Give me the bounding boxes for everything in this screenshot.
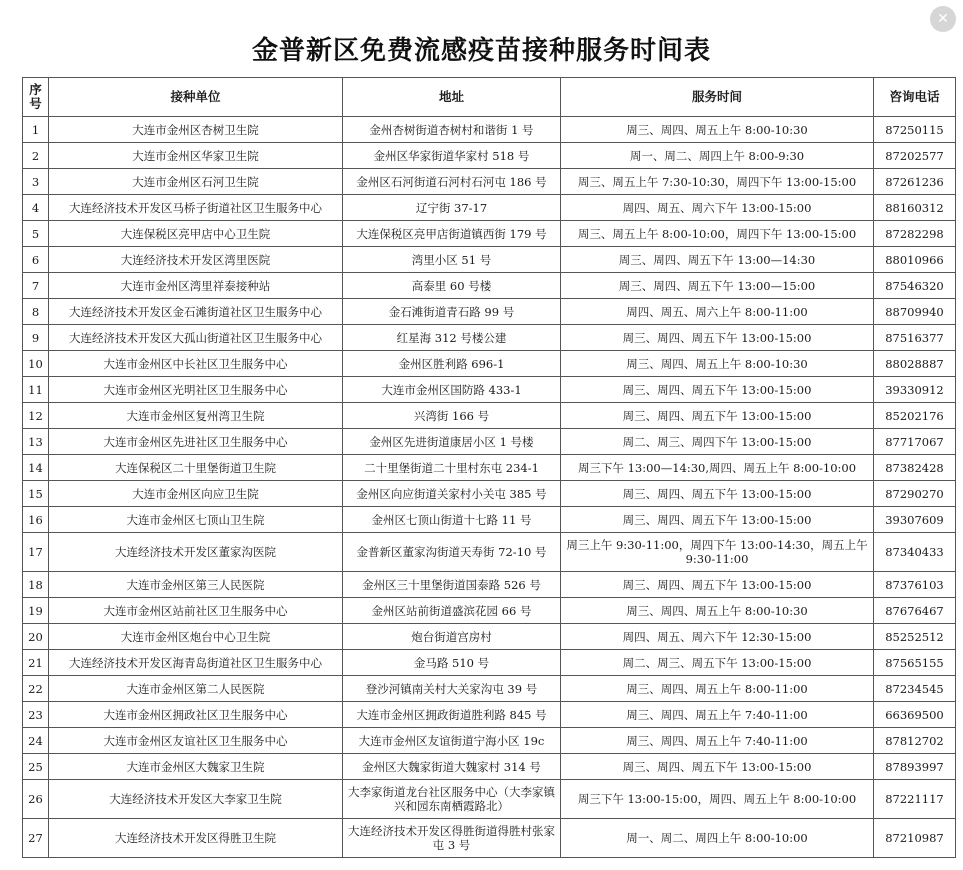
cell-address: 大连市金州区国防路 433-1 xyxy=(343,377,561,403)
table-row xyxy=(23,676,956,702)
table-row xyxy=(23,377,956,403)
cell-phone: 87382428 xyxy=(874,455,956,481)
cell-time: 周二、周三、周四下午 13:00-15:00 xyxy=(561,429,874,455)
table-row xyxy=(23,221,956,247)
cell-time: 周三上午 9:30-11:00，周四下午 13:00-14:30，周五上午 9:30-11:00 xyxy=(561,533,874,572)
cell-time: 周三、周四、周五下午 13:00-15:00 xyxy=(561,754,874,780)
table-row xyxy=(23,481,956,507)
table-row xyxy=(23,117,956,143)
cell-num: 20 xyxy=(23,624,49,650)
cell-num: 25 xyxy=(23,754,49,780)
cell-address: 二十里堡街道二十里村东屯 234-1 xyxy=(343,455,561,481)
cell-phone: 87290270 xyxy=(874,481,956,507)
table-row xyxy=(23,455,956,481)
table-body xyxy=(23,117,956,858)
cell-time: 周三、周五上午 7:30-10:30，周四下午 13:00-15:00 xyxy=(561,169,874,195)
cell-unit: 大连市金州区华家卫生院 xyxy=(49,143,343,169)
table-row xyxy=(23,351,956,377)
table-row xyxy=(23,299,956,325)
cell-num: 17 xyxy=(23,533,49,572)
cell-phone: 87221117 xyxy=(874,780,956,819)
cell-unit: 大连经济技术开发区金石滩街道社区卫生服务中心 xyxy=(49,299,343,325)
table-row xyxy=(23,624,956,650)
cell-unit: 大连市金州区湾里祥泰接种站 xyxy=(49,273,343,299)
table-row xyxy=(23,325,956,351)
cell-address: 金州杏树街道杏树村和谐街 1 号 xyxy=(343,117,561,143)
cell-unit: 大连经济技术开发区湾里医院 xyxy=(49,247,343,273)
cell-time: 周三、周五上午 8:00-10:00，周四下午 13:00-15:00 xyxy=(561,221,874,247)
cell-unit: 大连市金州区站前社区卫生服务中心 xyxy=(49,598,343,624)
cell-unit: 大连市金州区先进社区卫生服务中心 xyxy=(49,429,343,455)
cell-num: 11 xyxy=(23,377,49,403)
cell-time: 周三、周四、周五上午 8:00-10:30 xyxy=(561,351,874,377)
cell-address: 金州区三十里堡街道国泰路 526 号 xyxy=(343,572,561,598)
cell-time: 周三、周四、周五下午 13:00-15:00 xyxy=(561,377,874,403)
cell-unit: 大连市金州区第三人民医院 xyxy=(49,572,343,598)
cell-address: 炮台街道宫房村 xyxy=(343,624,561,650)
cell-unit: 大连市金州区炮台中心卫生院 xyxy=(49,624,343,650)
cell-num: 24 xyxy=(23,728,49,754)
cell-phone: 88709940 xyxy=(874,299,956,325)
cell-phone: 88160312 xyxy=(874,195,956,221)
cell-num: 5 xyxy=(23,221,49,247)
cell-phone: 85252512 xyxy=(874,624,956,650)
table-row xyxy=(23,429,956,455)
schedule-table xyxy=(22,77,956,858)
cell-time: 周一、周二、周四上午 8:00-9:30 xyxy=(561,143,874,169)
cell-address: 高泰里 60 号楼 xyxy=(343,273,561,299)
cell-phone: 87340433 xyxy=(874,533,956,572)
cell-address: 金州区石河街道石河村石河屯 186 号 xyxy=(343,169,561,195)
cell-unit: 大连保税区亮甲店中心卫生院 xyxy=(49,221,343,247)
cell-time: 周三、周四、周五下午 13:00-15:00 xyxy=(561,325,874,351)
cell-address: 大连市金州区友谊街道宁海小区 19c xyxy=(343,728,561,754)
cell-address: 金州区先进街道康居小区 1 号楼 xyxy=(343,429,561,455)
cell-phone: 87546320 xyxy=(874,273,956,299)
table-row xyxy=(23,247,956,273)
cell-num: 10 xyxy=(23,351,49,377)
page-title: 金普新区免费流感疫苗接种服务时间表 xyxy=(251,36,711,66)
cell-num: 22 xyxy=(23,676,49,702)
table-row xyxy=(23,195,956,221)
cell-phone: 87676467 xyxy=(874,598,956,624)
cell-num: 2 xyxy=(23,143,49,169)
cell-phone: 87565155 xyxy=(874,650,956,676)
cell-unit: 大连经济技术开发区董家沟医院 xyxy=(49,533,343,572)
cell-num: 18 xyxy=(23,572,49,598)
cell-address: 红星海 312 号楼公建 xyxy=(343,325,561,351)
header-address: 地址 xyxy=(343,78,561,117)
cell-unit: 大连经济技术开发区海青岛街道社区卫生服务中心 xyxy=(49,650,343,676)
cell-unit: 大连市金州区第二人民医院 xyxy=(49,676,343,702)
table-row xyxy=(23,533,956,572)
cell-phone: 87250115 xyxy=(874,117,956,143)
cell-num: 1 xyxy=(23,117,49,143)
cell-phone: 87202577 xyxy=(874,143,956,169)
cell-time: 周三下午 13:00-15:00，周四、周五上午 8:00-10:00 xyxy=(561,780,874,819)
cell-address: 大连保税区亮甲店街道镇西街 179 号 xyxy=(343,221,561,247)
cell-phone: 87282298 xyxy=(874,221,956,247)
cell-unit: 大连市金州区石河卫生院 xyxy=(49,169,343,195)
cell-time: 周四、周五、周六上午 8:00-11:00 xyxy=(561,299,874,325)
cell-phone: 88010966 xyxy=(874,247,956,273)
table-row xyxy=(23,819,956,858)
cell-unit: 大连市金州区向应卫生院 xyxy=(49,481,343,507)
cell-address: 金州区向应街道关家村小关屯 385 号 xyxy=(343,481,561,507)
cell-unit: 大连市金州区七顶山卫生院 xyxy=(49,507,343,533)
cell-unit: 大连市金州区中长社区卫生服务中心 xyxy=(49,351,343,377)
cell-time: 周一、周二、周四上午 8:00-10:00 xyxy=(561,819,874,858)
cell-phone: 87376103 xyxy=(874,572,956,598)
cell-unit: 大连市金州区光明社区卫生服务中心 xyxy=(49,377,343,403)
cell-num: 14 xyxy=(23,455,49,481)
table-row xyxy=(23,403,956,429)
cell-num: 23 xyxy=(23,702,49,728)
cell-time: 周三、周四、周五下午 13:00—14:30 xyxy=(561,247,874,273)
cell-num: 19 xyxy=(23,598,49,624)
cell-phone: 87516377 xyxy=(874,325,956,351)
table-row xyxy=(23,598,956,624)
cell-phone: 87717067 xyxy=(874,429,956,455)
cell-num: 7 xyxy=(23,273,49,299)
table-row xyxy=(23,754,956,780)
cell-address: 金马路 510 号 xyxy=(343,650,561,676)
cell-num: 3 xyxy=(23,169,49,195)
cell-phone: 87812702 xyxy=(874,728,956,754)
cell-time: 周三、周四、周五下午 13:00-15:00 xyxy=(561,403,874,429)
cell-address: 金石滩街道青石路 99 号 xyxy=(343,299,561,325)
cell-num: 9 xyxy=(23,325,49,351)
cell-unit: 大连市金州区复州湾卫生院 xyxy=(49,403,343,429)
cell-time: 周三、周四、周五下午 13:00—15:00 xyxy=(561,273,874,299)
cell-phone: 66369500 xyxy=(874,702,956,728)
cell-time: 周四、周五、周六下午 13:00-15:00 xyxy=(561,195,874,221)
cell-time: 周三、周四、周五下午 13:00-15:00 xyxy=(561,507,874,533)
cell-unit: 大连市金州区大魏家卫生院 xyxy=(49,754,343,780)
cell-num: 15 xyxy=(23,481,49,507)
table-row xyxy=(23,572,956,598)
cell-unit: 大连市金州区拥政社区卫生服务中心 xyxy=(49,702,343,728)
header-phone: 咨询电话 xyxy=(874,78,956,117)
cell-address: 兴湾街 166 号 xyxy=(343,403,561,429)
cell-num: 12 xyxy=(23,403,49,429)
cell-address: 大连经济技术开发区得胜街道得胜村张家屯 3 号 xyxy=(343,819,561,858)
cell-time: 周三、周四、周五上午 8:00-11:00 xyxy=(561,676,874,702)
cell-phone: 39330912 xyxy=(874,377,956,403)
table-row xyxy=(23,507,956,533)
cell-num: 26 xyxy=(23,780,49,819)
cell-num: 21 xyxy=(23,650,49,676)
table-row xyxy=(23,702,956,728)
cell-num: 6 xyxy=(23,247,49,273)
cell-num: 4 xyxy=(23,195,49,221)
cell-unit: 大连市金州区友谊社区卫生服务中心 xyxy=(49,728,343,754)
cell-unit: 大连保税区二十里堡街道卫生院 xyxy=(49,455,343,481)
close-icon[interactable]: ✕ xyxy=(930,6,956,32)
cell-phone: 39307609 xyxy=(874,507,956,533)
cell-num: 27 xyxy=(23,819,49,858)
cell-time: 周三、周四、周五上午 7:40-11:00 xyxy=(561,702,874,728)
cell-time: 周三、周四、周五上午 8:00-10:30 xyxy=(561,117,874,143)
table-row xyxy=(23,780,956,819)
cell-address: 金普新区董家沟街道天寿街 72-10 号 xyxy=(343,533,561,572)
table-row xyxy=(23,650,956,676)
cell-address: 金州区胜利路 696-1 xyxy=(343,351,561,377)
cell-phone: 88028887 xyxy=(874,351,956,377)
cell-address: 金州区大魏家街道大魏家村 314 号 xyxy=(343,754,561,780)
cell-num: 16 xyxy=(23,507,49,533)
header-unit: 接种单位 xyxy=(49,78,343,117)
cell-time: 周三、周四、周五下午 13:00-15:00 xyxy=(561,481,874,507)
cell-unit: 大连经济技术开发区大孤山街道社区卫生服务中心 xyxy=(49,325,343,351)
cell-phone: 87234545 xyxy=(874,676,956,702)
cell-address: 登沙河镇南关村大关家沟屯 39 号 xyxy=(343,676,561,702)
cell-unit: 大连经济技术开发区得胜卫生院 xyxy=(49,819,343,858)
table-header-row xyxy=(23,78,956,117)
cell-time: 周三、周四、周五上午 7:40-11:00 xyxy=(561,728,874,754)
cell-time: 周三下午 13:00—14:30,周四、周五上午 8:00-10:00 xyxy=(561,455,874,481)
header-time: 服务时间 xyxy=(561,78,874,117)
cell-time: 周二、周三、周五下午 13:00-15:00 xyxy=(561,650,874,676)
cell-address: 辽宁街 37-17 xyxy=(343,195,561,221)
table-row xyxy=(23,273,956,299)
cell-phone: 87893997 xyxy=(874,754,956,780)
header-num: 序号 xyxy=(23,78,49,117)
cell-address: 大连市金州区拥政街道胜利路 845 号 xyxy=(343,702,561,728)
cell-time: 周四、周五、周六下午 12:30-15:00 xyxy=(561,624,874,650)
cell-address: 大李家街道龙台社区服务中心（大李家镇兴和园东南栖霞路北） xyxy=(343,780,561,819)
cell-phone: 87261236 xyxy=(874,169,956,195)
cell-address: 湾里小区 51 号 xyxy=(343,247,561,273)
cell-address: 金州区七顶山街道十七路 11 号 xyxy=(343,507,561,533)
cell-phone: 87210987 xyxy=(874,819,956,858)
cell-unit: 大连经济技术开发区马桥子街道社区卫生服务中心 xyxy=(49,195,343,221)
cell-time: 周三、周四、周五下午 13:00-15:00 xyxy=(561,572,874,598)
cell-time: 周三、周四、周五上午 8:00-10:30 xyxy=(561,598,874,624)
cell-phone: 85202176 xyxy=(874,403,956,429)
table-row xyxy=(23,143,956,169)
table-row xyxy=(23,728,956,754)
cell-num: 13 xyxy=(23,429,49,455)
cell-num: 8 xyxy=(23,299,49,325)
cell-address: 金州区华家街道华家村 518 号 xyxy=(343,143,561,169)
cell-unit: 大连市金州区杏树卫生院 xyxy=(49,117,343,143)
cell-address: 金州区站前街道盛滨花园 66 号 xyxy=(343,598,561,624)
cell-unit: 大连经济技术开发区大李家卫生院 xyxy=(49,780,343,819)
table-row xyxy=(23,169,956,195)
